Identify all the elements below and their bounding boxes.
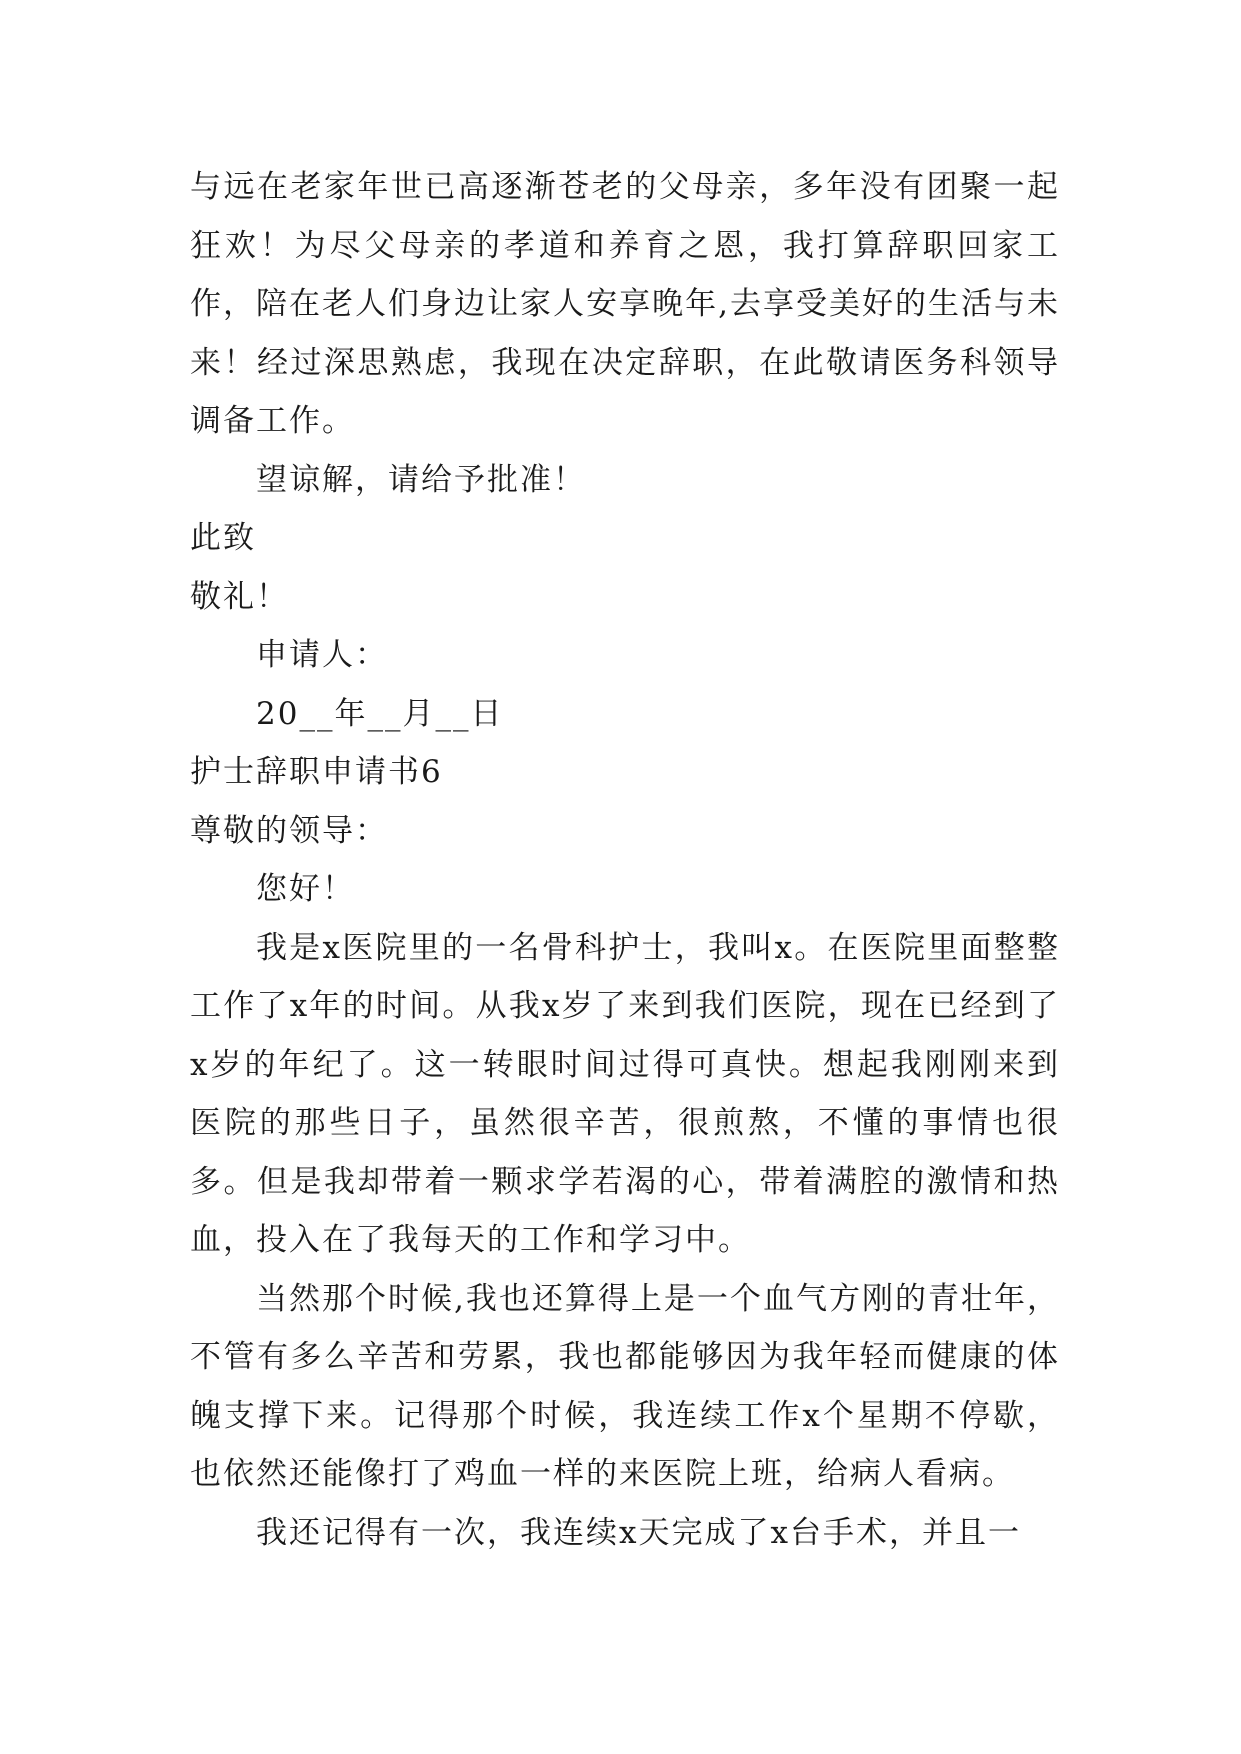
greeting-hello: 您好！ (256, 871, 355, 907)
closing-respect: 敬礼！ (190, 578, 289, 615)
paragraph-youth: 当然那个时候,我也还算得上是一个血气方刚的青壮年，不管有多么辛苦和劳累，我也都能够因为我年轻而健康的体魄支撑下来。记得那个时候，我连续工作x个星期不停歇，也依然还能像打了鸡血一样的来医院上班，给病人看病。 (190, 1280, 1060, 1492)
paragraph-introduction: 我是x医院里的一名骨科护士，我叫x。在医院里面整整工作了x年的时间。从我x岁了来到我们医院，现在已经到了x岁的年纪了。这一转眼时间过得可真快。想起我刚刚来到医院的那些日子，虽然很辛苦，很煎熬，不懂的事情也很多。但是我却带着一颗求学若渴的心，带着满腔的激情和热血，投入在了我每天的工作和学习中。 (190, 929, 1060, 1258)
applicant-signature: 申请人： (256, 637, 388, 673)
document-body (190, 158, 1060, 1562)
paragraph-memory: 我还记得有一次，我连续x天完成了x台手术，并且一 (256, 1514, 1021, 1551)
greeting-recipient: 尊敬的领导： (190, 812, 388, 849)
paragraph-request-approval: 望谅解，请给予批准！ (256, 461, 586, 498)
section-title: 护士辞职申请书6 (190, 754, 443, 790)
date-line: 20__年__月__日 (256, 695, 504, 732)
closing-salutation: 此致 (190, 520, 256, 556)
paragraph-continued: 与远在老家年世已高逐渐苍老的父母亲，多年没有团聚一起狂欢！为尽父母亲的孝道和养育之恩，我打算辞职回家工作，陪在老人们身边让家人安享晚年,去享受美好的生活与未来！经过深思熟虑，我现在决定辞职，在此敬请医务科领导调备工作。 (190, 169, 1060, 439)
